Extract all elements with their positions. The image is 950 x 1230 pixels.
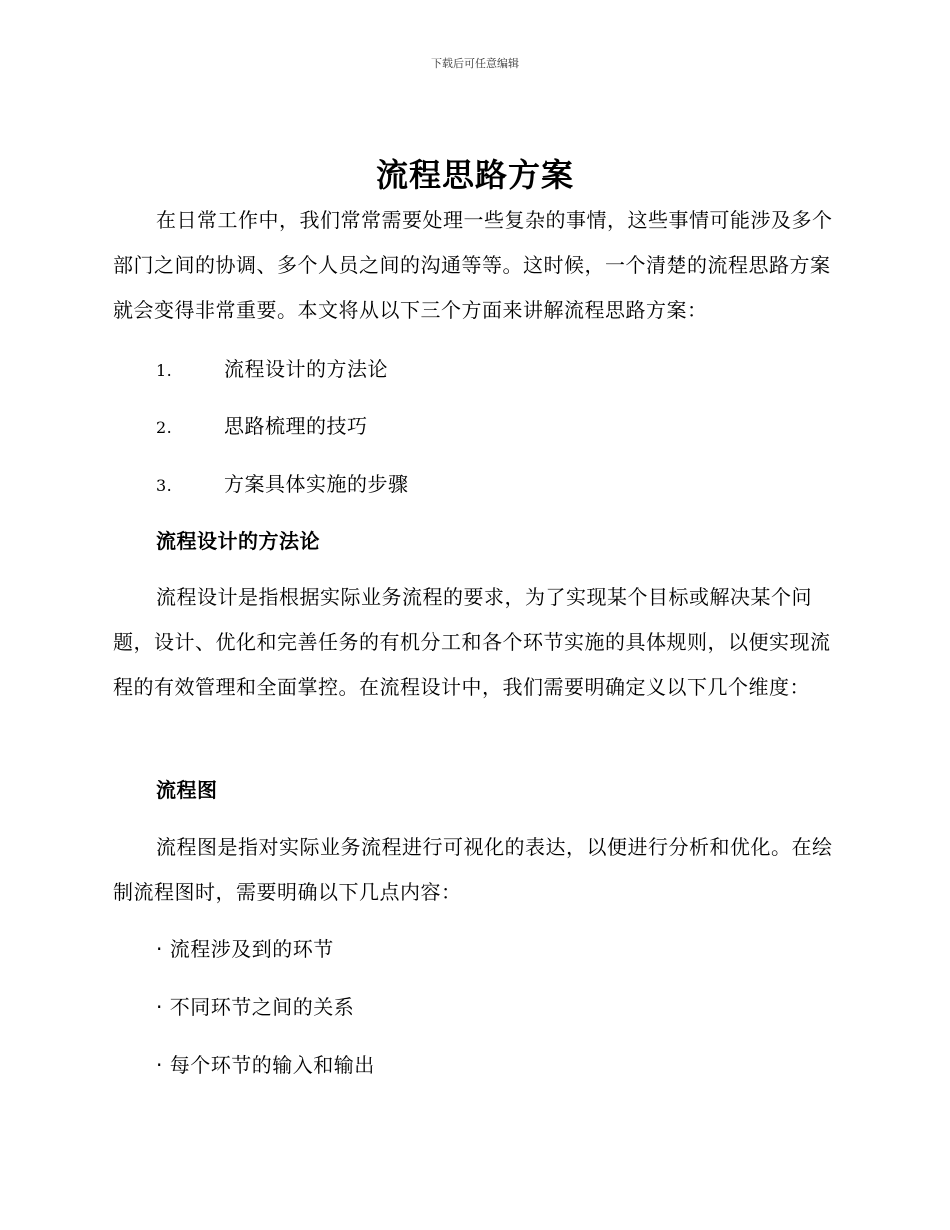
subsection-heading-flowchart: 流程图 xyxy=(156,778,218,802)
toc-item-2 xyxy=(156,411,368,443)
bullet-item-1: · 流程涉及到的环节 xyxy=(156,937,334,961)
bullet-item-3: · 每个环节的输入和输出 xyxy=(156,1053,375,1077)
methodology-paragraph: 流程设计是指根据实际业务流程的要求，为了实现某个目标或解决某个问题，设计、优化和完善任务的有机分工和各个环节实施的具体规则，以便实现流程的有效管理和全面掌控。在流程设计中，我们需要明确定义以下几个维度： xyxy=(113,585,831,699)
intro-paragraph: 在日常工作中，我们常常需要处理一些复杂的事情，这些事情可能涉及多个部门之间的协调、多个人员之间的沟通等等。这时候，一个清楚的流程思路方案就会变得非常重要。本文将从以下三个方面来讲解流程思路方案： xyxy=(113,208,833,322)
toc-item-1 xyxy=(156,354,388,386)
toc-label: 流程设计的方法论 xyxy=(224,357,388,381)
toc-number: 2. xyxy=(156,418,173,437)
toc-label: 思路梳理的技巧 xyxy=(224,414,368,438)
page-header: 下载后可任意编辑 xyxy=(431,57,519,70)
document-title: 流程思路方案 xyxy=(375,156,574,194)
toc-number: 3. xyxy=(156,476,173,495)
section-heading-methodology: 流程设计的方法论 xyxy=(156,529,320,553)
flowchart-paragraph: 流程图是指对实际业务流程进行可视化的表达，以便进行分析和优化。在绘制流程图时，需要明确以下几点内容： xyxy=(113,835,833,904)
toc-number: 1. xyxy=(156,361,173,380)
toc-label: 方案具体实施的步骤 xyxy=(224,472,409,496)
bullet-item-2: · 不同环节之间的关系 xyxy=(156,995,355,1019)
toc-item-3 xyxy=(156,469,409,501)
